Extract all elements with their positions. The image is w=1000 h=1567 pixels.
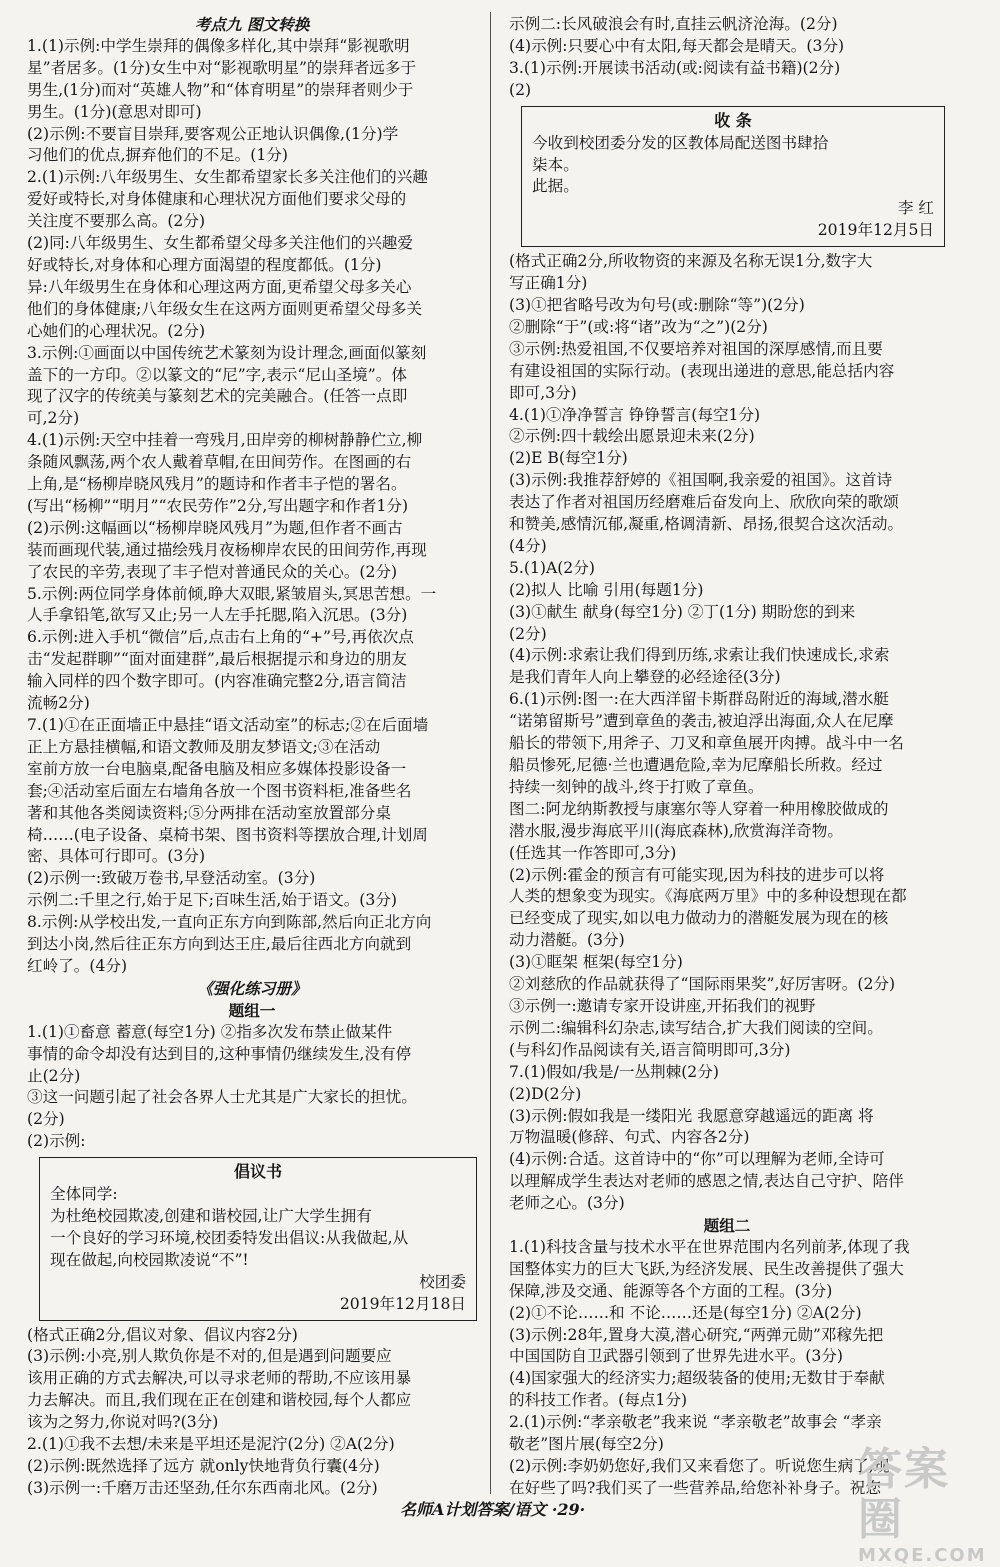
answer-line: (2分): [27, 1110, 65, 1129]
answer-line: 即可,3分): [509, 383, 577, 402]
proposal-letter-box: [39, 1157, 477, 1320]
answer-line: (4)示例:求索让我们得到历练,求索让我们快速成长,求索: [509, 646, 890, 665]
receipt-signer: 李 红: [897, 199, 934, 218]
answer-line: 著和其他各类阅读资料;⑤分两排在活动室放置部分桌: [27, 803, 391, 822]
answer-line: 和赞美,感情沉郁,凝重,格调清新、昂扬,很契合这次活动。: [509, 515, 904, 534]
right-column: [509, 14, 945, 1500]
answer-line: 关注度不要那么高。(2分): [27, 212, 206, 231]
proposal-title: 倡议书: [233, 1162, 282, 1182]
answer-line: 5.(1)A(2分): [509, 558, 595, 577]
answer-line: ③示例一:邀请专家开设讲座,开拓我们的视野: [509, 996, 816, 1015]
answer-line: 持续一刻钟的战斗,终于打败了章鱼。: [509, 777, 764, 796]
answer-line: 1.(1)科技含量与技术水平在世界范围内名列前茅,体现了我: [509, 1237, 910, 1256]
answer-line: 止(2分): [27, 1066, 81, 1085]
answer-line: 3.示例:①画面以中国传统艺术篆刻为设计理念,画面似篆刻: [27, 343, 427, 362]
answer-line: 盖下的一方印。②以篆文的“尼”字,表示“尼山圣境”。体: [27, 365, 407, 384]
answer-line: 星”者居多。(1分)女生中对“影视歌明星”的崇拜者远多于: [27, 58, 417, 77]
proposal-signer: 校团委: [419, 1272, 466, 1291]
answer-line: 1.(1)①畜意 蓄意(每空1分) ②指多次发布禁止做某件: [27, 1022, 393, 1041]
page-footer: 名师A计划答案/语文 ·29·: [400, 1500, 586, 1519]
answer-line: (3)示例:假如我是一缕阳光 我愿意穿越遥远的距离 将: [509, 1106, 874, 1125]
answer-line: (2)①不论……和 不论……还是(每空1分) ②A(2分): [509, 1303, 862, 1322]
answer-line: 心她们的心理状况。(2分): [27, 321, 206, 340]
answer-line: 爱好或特长,对身体健康和心理状况方面他们要求父母的: [27, 190, 407, 209]
answer-line: 2.(1)示例:八年级男生、女生都希望家长多关注他们的兴趣: [27, 168, 428, 187]
answer-line: 椅……(电子设备、桌椅书架、图书资料等摆放合理,计划周: [27, 825, 428, 844]
answer-line: 现在做起,向校园欺凌说“不”!: [50, 1250, 249, 1269]
answer-line: 人类的想象变为现实。《海底两万里》中的多种设想现在都: [509, 887, 907, 906]
answer-line: 2.(1)①我不去想/未来是平坦还是泥泞(2分) ②A(2分): [27, 1435, 395, 1454]
right-answers-block-1: [509, 14, 945, 102]
answer-line: (3)①眶架 框架(每空1分): [509, 953, 683, 972]
answer-line: (2分): [509, 624, 547, 643]
answer-line: 异:八年级男生在身体和心理这两方面,更希望父母多关心: [27, 277, 412, 296]
watermark-logo: [858, 1444, 988, 1566]
answer-line: 6.(1)示例:图一:在大西洋留卡斯群岛附近的海域,潜水艇: [509, 690, 889, 709]
answer-line: (任选其一作答即可,3分): [509, 843, 677, 862]
answer-line: 的科技工作者。(每点1分): [509, 1391, 688, 1410]
answer-line: (4分): [509, 536, 547, 555]
left-answers-block-2: [27, 1022, 477, 1153]
answer-line: 已经变成了现实,如以电力做动力的潜艇发展为现在的核: [509, 909, 889, 928]
answer-line: 输入同样的四个数字即可。(内容准确完整2分,语言简洁: [27, 672, 407, 691]
answer-line: (格式正确2分,所收物资的来源及名称无误1分,数字大: [509, 252, 873, 271]
answer-line: 男生,(1分)而对“英雄人物”和“体育明星”的崇拜者则少于: [27, 80, 414, 99]
answer-line: 条随风飘荡,两个农人戴着草帽,在田间劳作。在图画的右: [27, 453, 412, 472]
answer-line: 船员惨死,尼德·兰也遭遇危险,幸为尼摩船长所救。经过: [509, 756, 883, 774]
answer-line: 正上方悬挂横幅,和语文教师及朋友梦语文;③在活动: [27, 737, 381, 756]
answer-line: 3.(1)示例:开展读书活动(或:阅读有益书籍)(2分): [509, 58, 841, 77]
left-answers-block-3: [27, 1325, 477, 1500]
receipt-box: [521, 106, 945, 248]
answer-line: 事情的命令却没有达到目的,这种事情仍继续发生,没有停: [27, 1044, 412, 1063]
answer-line: 船长的带领下,用斧子、刀叉和章鱼展开肉搏。战斗中一名: [509, 734, 904, 753]
answer-line: 动力潜艇。(3分): [509, 931, 625, 950]
answer-line: (2)E B(每空1分): [509, 449, 628, 468]
group-one-title: 题组一: [228, 1000, 276, 1020]
answer-line: 写正确1分): [509, 274, 588, 293]
answer-line: 老师之心。(3分): [509, 1194, 625, 1213]
answer-line: 保障,涉及交通、能源等各个方面的工程。(3分): [509, 1281, 833, 1300]
answer-line: (2)示例一:致破万卷书,早登活动室。(3分): [27, 869, 316, 888]
answer-line: 了农民的辛劳,表现了丰子恺对普通民众的关心。(2分): [27, 562, 398, 581]
answer-line: 室前方放一台电脑桌,配备电脑及相应多媒体投影设备一: [27, 759, 407, 778]
proposal-date: 2019年12月18日: [339, 1294, 466, 1313]
answer-line: 示例二:千里之行,始于足下;百味生活,始于语文。(3分): [27, 891, 397, 910]
left-answers-block-1: [27, 36, 477, 978]
answer-line: (2)示例:: [27, 1132, 86, 1151]
answer-line: ②刘慈欣的作品就获得了“国际雨果奖”,好厉害呀。(2分): [509, 975, 896, 994]
answer-line: 套;④活动室后面左右墙角各放一个图书资料柜,准备些名: [27, 781, 412, 800]
answer-line: ②示例:四十载绘出愿景迎未来(2分): [509, 427, 755, 446]
receipt-date: 2019年12月5日: [817, 221, 934, 240]
answer-line: 流畅2分): [27, 694, 90, 713]
answer-line: (4)示例:合适。这首诗中的“你”可以理解为老师,全诗可: [509, 1150, 885, 1169]
answer-line: (3)示例:小亮,别人欺负你是不对的,但是遇到问题要应: [27, 1347, 392, 1366]
answer-line: 可,2分): [27, 409, 80, 428]
answer-line: 中国国防自卫武器引领到了世界先进水平。(3分): [509, 1347, 843, 1366]
practice-book-title: 《强化练习册》: [197, 978, 307, 998]
answer-line: (2)同:八年级男生、女生都希望父母多关注他们的兴趣爱: [27, 234, 413, 253]
answer-line: (2)D(2分): [509, 1084, 582, 1103]
answer-line: 好或特长,对身体和心理方面渴望的程度都低。(1分): [27, 255, 382, 274]
answer-line: 人手拿铅笔,欲写又止;另一人左手托腮,陷入沉思。(3分): [27, 606, 408, 625]
answer-line: 4.(1)示例:天空中挂着一弯残月,田岸旁的柳树静静伫立,柳: [27, 431, 423, 450]
receipt-body: [532, 133, 934, 199]
answer-line: (2)拟人 比喻 引用(每题1分): [509, 580, 704, 599]
answer-line: 1.(1)示例:中学生崇拜的偶像多样化,其中崇拜“影视歌明: [27, 36, 410, 55]
receipt-title: 收 条: [714, 110, 752, 130]
answer-line: (3)①献生 献身(每空1分) ②丁(1分) 期盼您的到来: [509, 602, 856, 621]
answer-line: “诺第留斯号”遭到章鱼的袭击,被迫浮出海面,众人在尼摩: [509, 712, 894, 731]
answer-line: 力去解决。而且,我们现在正在创建和谐校园,每个人都应: [27, 1391, 412, 1410]
answer-line: 柒本。: [532, 155, 579, 174]
answer-line: 今收到校团委分发的区教体局配送图书肆拾: [532, 133, 829, 152]
answer-line: 6.示例:进入手机“微信”后,点击右上角的“+”号,再依次点: [27, 628, 414, 647]
column-divider: [490, 12, 491, 1494]
answer-line: 示例二:编辑科幻杂志,读写结合,扩大我们阅读的空间。: [509, 1018, 883, 1037]
answer-line: (2)示例:不要盲目崇拜,要客观公正地认识偶像,(1分)学: [27, 124, 399, 143]
answer-line: (2)示例:李奶奶您好,我们又来看您了。听说您生病了,现: [509, 1457, 890, 1475]
answer-line: 以理解成学生表达对老师的感恩之情,表达自己守护、陪伴: [509, 1172, 904, 1191]
answer-line: (3)示例:我推荐舒婷的《祖国啊,我亲爱的祖国》。这首诗: [509, 471, 893, 490]
answer-line: (3)①把省略号改为句号(或:删除“等”)(2分): [509, 295, 805, 314]
answer-line: (2)示例:霍金的预言有可能实现,因为科技的进步可以将: [509, 865, 885, 884]
answer-line: ③这一问题引起了社会各界人士尤其是广大家长的担忧。: [27, 1088, 417, 1107]
answer-line: 示例二:长风破浪会有时,直挂云帆济沧海。(2分): [509, 15, 838, 33]
answer-line: 红岭了。(4分): [27, 956, 128, 975]
section-title: 考点九 图文转换: [194, 15, 310, 34]
answer-line: 7.(1)①在正面墙正中悬挂“语文活动室”的标志;②在后面墙: [27, 716, 429, 734]
answer-line: 8.示例:从学校出发,一直向正东方向到陈部,然后向正北方向: [27, 913, 432, 932]
answer-line: (写出“杨柳”“明月”“农民劳作”2分,写出题字和作者1分): [27, 496, 409, 515]
watermark-text: 答案圈: [858, 1444, 950, 1545]
answer-line: ③示例:热爱祖国,不仅要培养对祖国的深厚感情,而且要: [509, 339, 883, 358]
answer-line: 4.(1)①净净誓言 铮铮誓言(每空1分): [509, 405, 761, 424]
answer-line: (格式正确2分,倡议对象、倡议内容2分): [27, 1325, 298, 1344]
left-column: [27, 14, 477, 1500]
answer-line: 该为之努力,你说对吗?(3分): [27, 1413, 219, 1432]
answer-line: 他们的身体健康;八年级女生在这两方面则更希望父母多关: [27, 299, 423, 318]
answer-line: 现了汉字的传统美与篆刻艺术的完美融合。(任答一点即: [27, 387, 408, 406]
answer-line: 习他们的优点,摒弃他们的不足。(1分): [27, 146, 288, 165]
answer-line: (4)示例:只要心中有太阳,每天都会是晴天。(3分): [509, 36, 845, 55]
answer-line: 全体同学:: [50, 1185, 118, 1204]
answer-line: 密、具体可行即可。(3分): [27, 847, 206, 866]
answer-line: 一个良好的学习环境,校团委特发出倡议:从我做起,从: [50, 1228, 409, 1247]
answer-line: 万物温暖(修辞、句式、内容各2分): [509, 1128, 750, 1147]
answer-line: 有建设祖国的实际行动。(表现出递进的意思,能总括内容: [509, 361, 895, 380]
answer-line: (2)示例:既然选择了远方 就only快地背负行囊(4分): [27, 1457, 380, 1475]
proposal-body: [50, 1184, 466, 1272]
answer-line: 装而画现代装,通过描绘残月夜杨柳岸农民的田间劳作,再现: [27, 540, 427, 559]
answer-line: 5.示例:两位同学身体前倾,睁大双眼,紧皱眉头,冥思苦想。一: [27, 584, 437, 603]
answer-line: 是我们青年人向上攀登的必经途径(3分): [509, 668, 781, 687]
answer-line: (2)示例:这幅画以“杨柳岸晓风残月”为题,但作者不画古: [27, 518, 403, 537]
answer-line: 该用正确的方式去解决,可以寻求老师的帮助,不应该用暴: [27, 1369, 412, 1388]
answer-line: 上角,是“杨柳岸晓风残月”的题诗和作者丰子恺的署名。: [27, 475, 407, 494]
answer-line: (3)示例一:千磨万击还坚劲,任尔东西南北风。(2分): [27, 1478, 378, 1497]
answer-line: 男生。(1分)(意思对即可): [27, 102, 202, 121]
answer-line: (4)国家强大的经济实力;超级装备的使用;无数甘于奉献: [509, 1369, 885, 1388]
answer-line: ②删除“于”(或:将“诸”改为“之”)(2分): [509, 317, 768, 336]
answer-line: (3)示例:28年,置身大漠,潜心研究,“两弹元勋”邓稼先把: [509, 1325, 884, 1344]
answer-line: 图二:阿龙纳斯教授与康塞尔等人穿着一种用橡胶做成的: [509, 799, 889, 818]
answer-line: 此据。: [532, 177, 579, 196]
answer-line: 国整体实力的巨大飞跃,为经济发展、民生改善提供了强大: [509, 1259, 904, 1278]
answer-line: 潜水服,漫步海底平川(海底森林),欣赏海洋奇物。: [509, 821, 843, 840]
answer-line: 7.(1)假如/我是/一丛荆棘(2分): [509, 1062, 719, 1081]
watermark-url: MXQE.COM: [858, 1545, 987, 1566]
answer-line: 击“发起群聊”“面对面建群”,最后根据提示和身边的朋友: [27, 650, 407, 669]
answer-line: 敬老”图片展(每空2分): [509, 1435, 664, 1454]
answer-line: (与科幻作品阅读有关,语言简明即可,3分): [509, 1040, 791, 1059]
answer-line: (2): [509, 80, 532, 99]
answer-line: 表达了作者对祖国历经磨难后奋发向上、欣欣向荣的歌颂: [509, 493, 899, 512]
answer-line: 在好些了吗?我们买了一些营养品,给您补补身子。祝您: [509, 1478, 881, 1497]
group-two-title: 题组二: [703, 1216, 751, 1236]
answer-line: 到达小岗,然后往正东方向到达王庄,最后往西北方向就到: [27, 935, 412, 954]
answer-line: 2.(1)示例:“孝亲敬老”我来说 “孝亲敬老”故事会 “孝亲: [509, 1413, 882, 1432]
answer-line: 为杜绝校园欺凌,创建和谐校园,让广大学生拥有: [50, 1207, 372, 1226]
right-answers-block-2: [509, 251, 945, 1215]
